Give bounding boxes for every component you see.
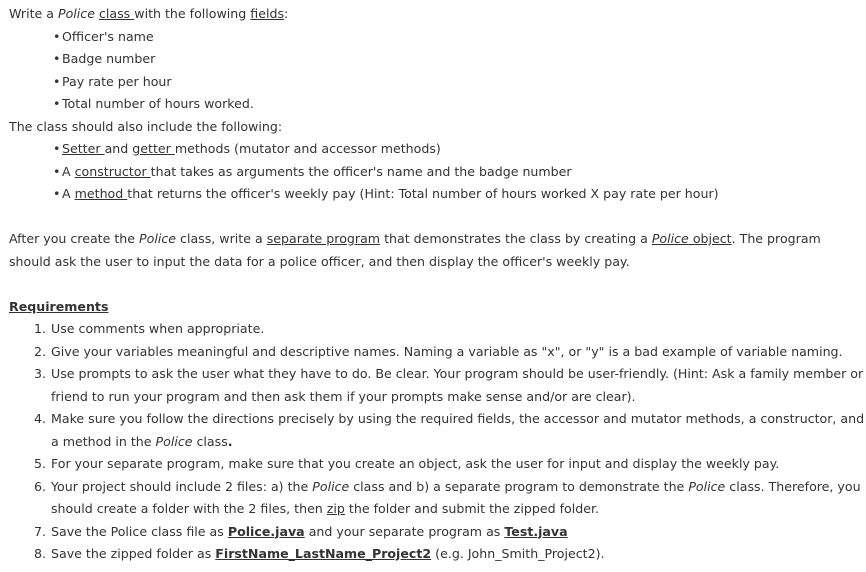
req8-text-a: Save the zipped folder as: [51, 546, 216, 561]
intro-line: [9, 3, 866, 26]
method-term-link[interactable]: method: [74, 186, 128, 201]
after-text-4: . The program should ask the user to input the data for a police officer, and then display the officer's weekly pay.: [9, 231, 821, 269]
field-item-badge-number: • Badge number: [53, 48, 866, 71]
requirement-item-8: [51, 543, 866, 566]
after-text-1: After you create the: [9, 231, 140, 246]
req6-text-c: class. Therefore, you should create a folder with the 2 files, then: [51, 478, 861, 516]
requirement-item-3: Use prompts to ask the user what they have to do. Be clear. Your program should be user-friendly. (Hint: Ask a family member or friend to run your program and then ask them if your prompts make sense and/or are clear).: [51, 366, 864, 404]
req4-police-italic: Police: [155, 433, 193, 449]
fields-term-link[interactable]: fields: [250, 6, 285, 21]
intro-prefix: Write a: [9, 6, 58, 21]
zip-term-link[interactable]: zip: [326, 501, 345, 516]
req6-police-italic-2: Police: [688, 478, 726, 494]
req4-text-a: Make sure you follow the directions precisely by using the required fields, the accessor and mutator methods, a constructor, and a method in the: [51, 411, 865, 449]
article-a: A: [62, 186, 75, 201]
requirements-list: [9, 318, 866, 566]
method-desc: that returns the officer's weekly pay (Hint: Total number of hours worked X pay rate per hour): [127, 186, 719, 201]
field-item-pay-rate: • Pay rate per hour: [53, 71, 866, 94]
requirements-heading-text: Requirements: [9, 298, 109, 314]
intro-suffix: :: [284, 6, 289, 21]
police-italic: Police: [139, 231, 177, 246]
police-java-filename: Police.java: [227, 523, 305, 539]
include-item-setter-getter: [53, 138, 866, 161]
req7-text-a: Save the Police class file as: [51, 523, 228, 539]
requirement-item-5: For your separate program, make sure that you create an object, ask the user for input and display the weekly pay.: [51, 456, 780, 471]
after-text-2: class, write a: [176, 231, 267, 246]
requirement-item-4: [51, 408, 866, 453]
separate-program-link[interactable]: separate program: [266, 231, 381, 246]
and-text: and: [104, 141, 133, 156]
spacer: [9, 273, 866, 296]
req6-text-a: Your project should include 2 files: a) the: [51, 478, 313, 494]
req7-text-b: and your separate program as: [304, 523, 505, 539]
getter-term-link[interactable]: getter: [132, 141, 175, 156]
include-item-method: [53, 183, 866, 206]
class-term-link[interactable]: class: [98, 6, 135, 21]
setter-getter-desc: methods (mutator and accessor methods): [174, 141, 441, 156]
requirement-item-2: Give your variables meaningful and descriptive names. Naming a variable as "x", or "y" is a bad example of variable naming.: [51, 343, 843, 359]
field-item-hours-worked: • Total number of hours worked.: [53, 93, 866, 116]
req6-text-b: class and b) a separate program to demonstrate the: [349, 478, 689, 494]
zip-folder-filename: FirstName_LastName_Project2: [215, 546, 432, 561]
requirement-item-1: Use comments when appropriate.: [51, 321, 265, 336]
intro-police-italic: Police: [57, 6, 95, 21]
fields-list: [9, 26, 866, 116]
intro-middle: with the following: [134, 6, 251, 21]
police-object-italic: Police: [651, 231, 689, 246]
setter-term-link[interactable]: Setter: [62, 141, 105, 156]
object-word: object: [688, 231, 732, 246]
constructor-term-link[interactable]: constructor: [74, 163, 151, 179]
article-a: A: [62, 163, 75, 179]
req6-text-d: the folder and submit the zipped folder.: [344, 501, 600, 516]
after-paragraph: [9, 228, 866, 273]
req6-police-italic-1: Police: [312, 478, 350, 494]
police-object-link[interactable]: [652, 231, 732, 246]
spacer: [9, 206, 866, 229]
req8-text-b: (e.g. John_Smith_Project2).: [431, 546, 605, 561]
requirements-heading: [9, 296, 866, 319]
test-java-filename: Test.java: [504, 523, 568, 539]
include-item-constructor: [53, 161, 866, 184]
requirement-item-7: [51, 521, 866, 544]
req4-period: .: [227, 433, 233, 449]
include-list: [9, 138, 866, 206]
also-include-line: The class should also include the following:: [9, 118, 283, 134]
req4-text-b: class: [192, 433, 228, 449]
field-item-officer-name: • Officer's name: [53, 26, 866, 49]
requirement-item-6: [51, 476, 866, 521]
constructor-desc: that takes as arguments the officer's name and the badge number: [150, 163, 572, 179]
after-text-3: that demonstrates the class by creating a: [380, 231, 652, 246]
